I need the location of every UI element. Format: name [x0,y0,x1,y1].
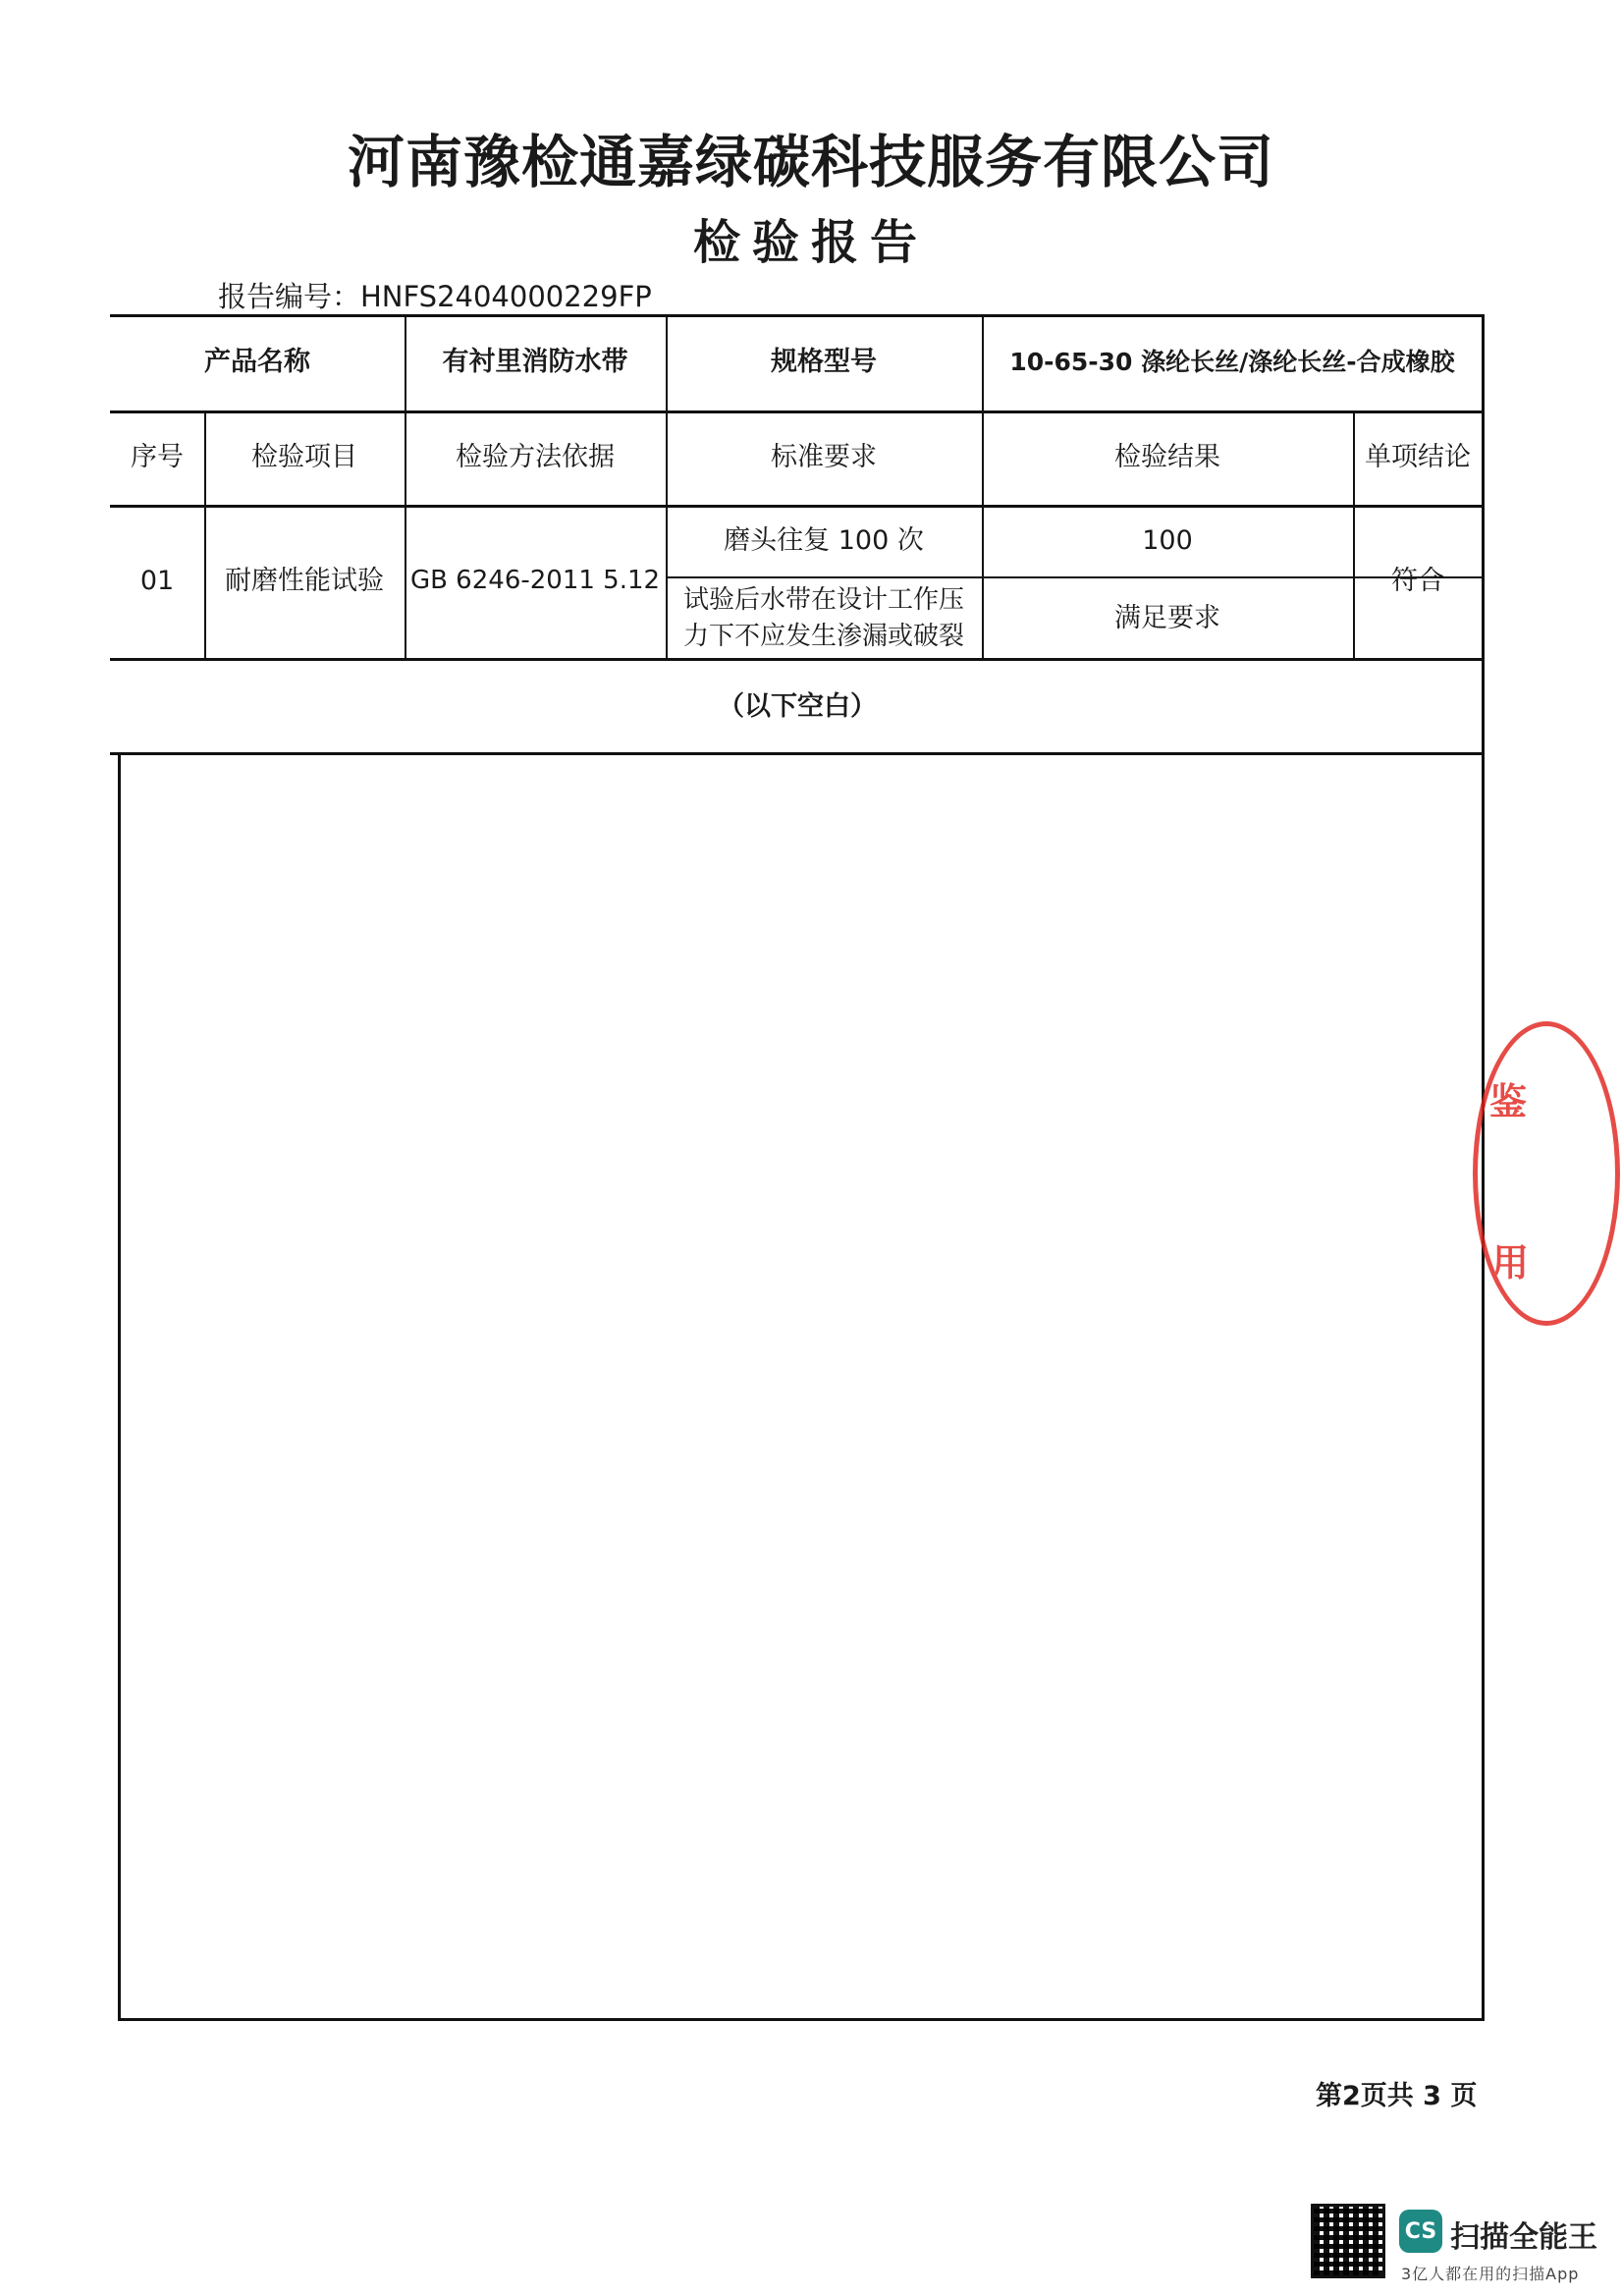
camscanner-icon: CS [1399,2210,1442,2253]
report-number: 报告编号：HNFS2404000229FP [218,280,652,313]
row-result-2: 满足要求 [1114,602,1220,633]
blank-note: （以下空白） [718,690,877,722]
model-label: 规格型号 [771,347,877,378]
table-border-left [118,752,121,2021]
column-header-conclusion: 单项结论 [1365,442,1471,473]
product-name-label: 产品名称 [204,347,310,378]
column-header-result: 检验结果 [1114,442,1220,473]
seal-fragment-bottom: 用 [1491,1241,1530,1285]
column-header-item: 检验项目 [251,442,357,473]
column-header-requirement: 标准要求 [771,442,877,473]
official-seal [1473,1021,1620,1326]
app-slogan: 3亿人都在用的扫描App [1401,2265,1580,2283]
seal-fragment-top: 鉴 [1489,1080,1528,1123]
row-conclusion: 符合 [1391,566,1444,597]
column-header-no: 序号 [131,442,184,473]
row-result-1: 100 [1142,524,1193,556]
report-title: 检验报告 [692,215,929,270]
row-requirement-2: 试验后水带在设计工作压力下不应发生渗漏或破裂 [682,584,964,651]
table-border-bottom [120,2018,1485,2021]
column-header-method: 检验方法依据 [456,442,615,473]
app-name: 扫描全能王 [1450,2220,1597,2255]
row-number: 01 [139,566,175,597]
product-name-value: 有衬里消防水带 [442,347,628,378]
company-name: 河南豫检通嘉绿碳科技服务有限公司 [347,129,1274,195]
model-value: 10-65-30 涤纶长丝/涤纶长丝-合成橡胶 [1009,347,1455,376]
table-rule [110,752,1485,755]
page-number: 第2页共 3 页 [1316,2081,1478,2111]
qr-code-icon [1311,2204,1385,2278]
row-method: GB 6246-2011 5.12 [409,566,661,596]
row-item: 耐磨性能试验 [225,566,384,597]
row-requirement-1: 磨头往复 100 次 [724,524,924,556]
